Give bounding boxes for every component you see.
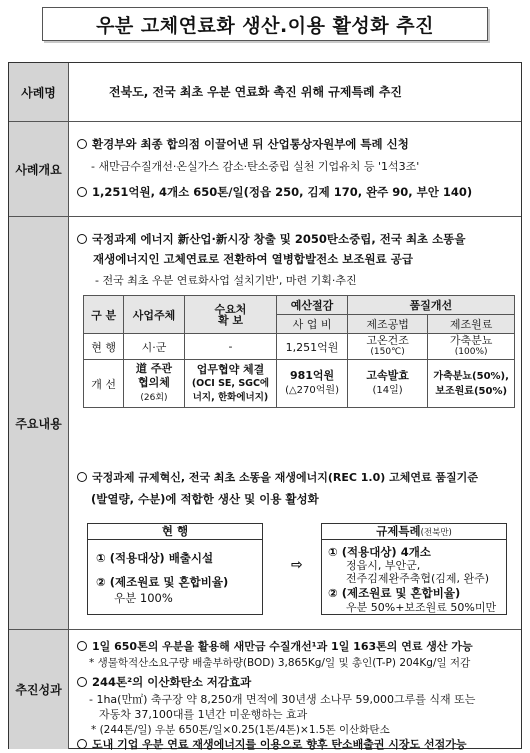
current-box [87,523,263,615]
label-main-content: 주요내용 [9,217,69,629]
th-quality-material: 제조원료 [428,315,515,334]
case-table [8,62,522,749]
special-box-line-3: 전주김제완주축협(김제, 완주) [346,572,490,585]
r2-budget: 981억원 (△270억원) [277,360,347,408]
arrow-right-icon: ⇨ [291,557,303,573]
current-box-line-3: 우분 100% [114,591,173,605]
special-box-line-2: 정읍시, 부안군, [346,559,421,572]
main-p2-line-2: (발열량, 수분)에 적합한 생산 및 이용 활성화 [91,492,319,506]
page-title: 우분 고체연료화 생산.이용 활성화 추진 [42,7,488,41]
r2-entity: 道 주관 협의체 (26회) [124,360,184,408]
case-name-text: 전북도, 전국 최초 우분 연료화 촉진 위해 규제특례 추진 [109,85,403,99]
th-budget-sub: 사 업 비 [277,315,347,334]
results-line-3: 244톤²의 이산화탄소 저감효과 [77,674,251,690]
overview-line-2: - 새만금수질개선·온실가스 감소·탄소중립 실천 기업유치 등 '1석3조' [91,160,420,173]
r1-demand: - [184,334,277,360]
special-box-line-4: ② (제조원료 및 혼합비율) [328,586,461,600]
r1-method: 고온건조 (150℃) [347,334,428,360]
bullet-circle-icon [77,234,87,244]
label-overview: 사례개요 [9,122,69,216]
th-div: 구 분 [84,296,124,334]
th-entity: 사업주체 [124,296,184,334]
results-line-4: - 1ha(만㎡) 축구장 약 8,250개 면적에 30년생 소나무 59,000그루를 식재 또는 [89,693,476,706]
th-demand: 수요처 확 보 [184,296,277,334]
r2-div: 개 선 [84,360,124,408]
bullet-circle-icon [77,472,87,482]
r1-entity: 시·군 [124,334,184,360]
row-results [9,629,521,749]
current-box-line-2: ② (제조원료 및 혼합비율) [96,575,229,589]
r2-material: 가축분뇨(50%), 보조원료(50%) [428,360,515,408]
r2-method: 고속발효 (14일) [347,360,428,408]
overview-line-1: 환경부와 최종 합의점 이끌어낸 뒤 산업통상자원부에 특례 신청 [77,136,409,152]
th-quality-method: 제조공법 [347,315,428,334]
row-main-content [9,216,521,629]
r1-budget: 1,251억원 [277,334,347,360]
results-line-2: * 생물학적산소요구량 배출부하량(BOD) 3,865Kg/일 및 총인(T-P) 204Kg/일 저감 [89,657,471,669]
quality-table [83,295,515,408]
r2-demand: 업무협약 체결 (OCI SE, SGC에 너지, 한화에너지) [184,360,277,408]
main-p1-line-2: 재생에너지인 고체연료로 전환하여 열병합발전소 보조원료 공급 [93,252,413,266]
label-case-name: 사례명 [9,63,69,121]
results-line-6: * (244톤/일) 우분 650톤/일×0.25(1톤/4톤)×1.5톤 이산화탄소 [91,724,390,736]
bullet-circle-icon [77,677,87,687]
r1-material: 가축분뇨 (100%) [428,334,515,360]
row-case-name [9,63,521,121]
bullet-circle-icon [77,139,87,149]
current-box-head: 현 행 [88,524,262,540]
main-p1-line-3: - 전국 최초 우분 연료화사업 설치기반', 마련 기획·추진 [95,274,357,287]
label-results: 추진성과 [9,630,69,749]
results-line-7: 도내 기업 우분 연료 재생에너지를 이용으로 향후 탄소배출권 시장도 선점가능 [77,736,467,752]
bullet-circle-icon [77,739,87,749]
current-box-line-1: ① (적용대상) 배출시설 [96,551,214,565]
main-p1-line-1: 국정과제 에너지 新산업·新시장 창출 및 2050탄소중립, 전국 최초 소똥을 [77,231,466,247]
special-box-line-1: ① (적용대상) 4개소 [328,545,431,559]
results-line-5: 자동차 37,100대를 1년간 미운행하는 효과 [99,708,308,721]
special-box [321,523,507,615]
r1-div: 현 행 [84,334,124,360]
overview-line-3: 1,251억원, 4개소 650톤/일(정읍 250, 김제 170, 완주 90, 부안 140) [77,184,472,200]
special-box-head: 규제특례(전북만) [322,524,506,540]
bullet-circle-icon [77,641,87,651]
row-overview [9,121,521,216]
main-p2-line-1: 국정과제 규제혁신, 전국 최초 소똥을 재생에너지(REC 1.0) 고체연료 품질기준 [77,469,478,485]
results-line-1: 1일 650톤의 우분을 활용해 새만금 수질개선¹과 1일 163톤의 연료 생산 가능 [77,638,473,654]
th-quality: 품질개선 [347,296,514,315]
bullet-circle-icon [77,187,87,197]
special-box-line-5: 우분 50%+보조원료 50%미만 [346,601,497,614]
th-budget: 예산절감 [277,296,347,315]
